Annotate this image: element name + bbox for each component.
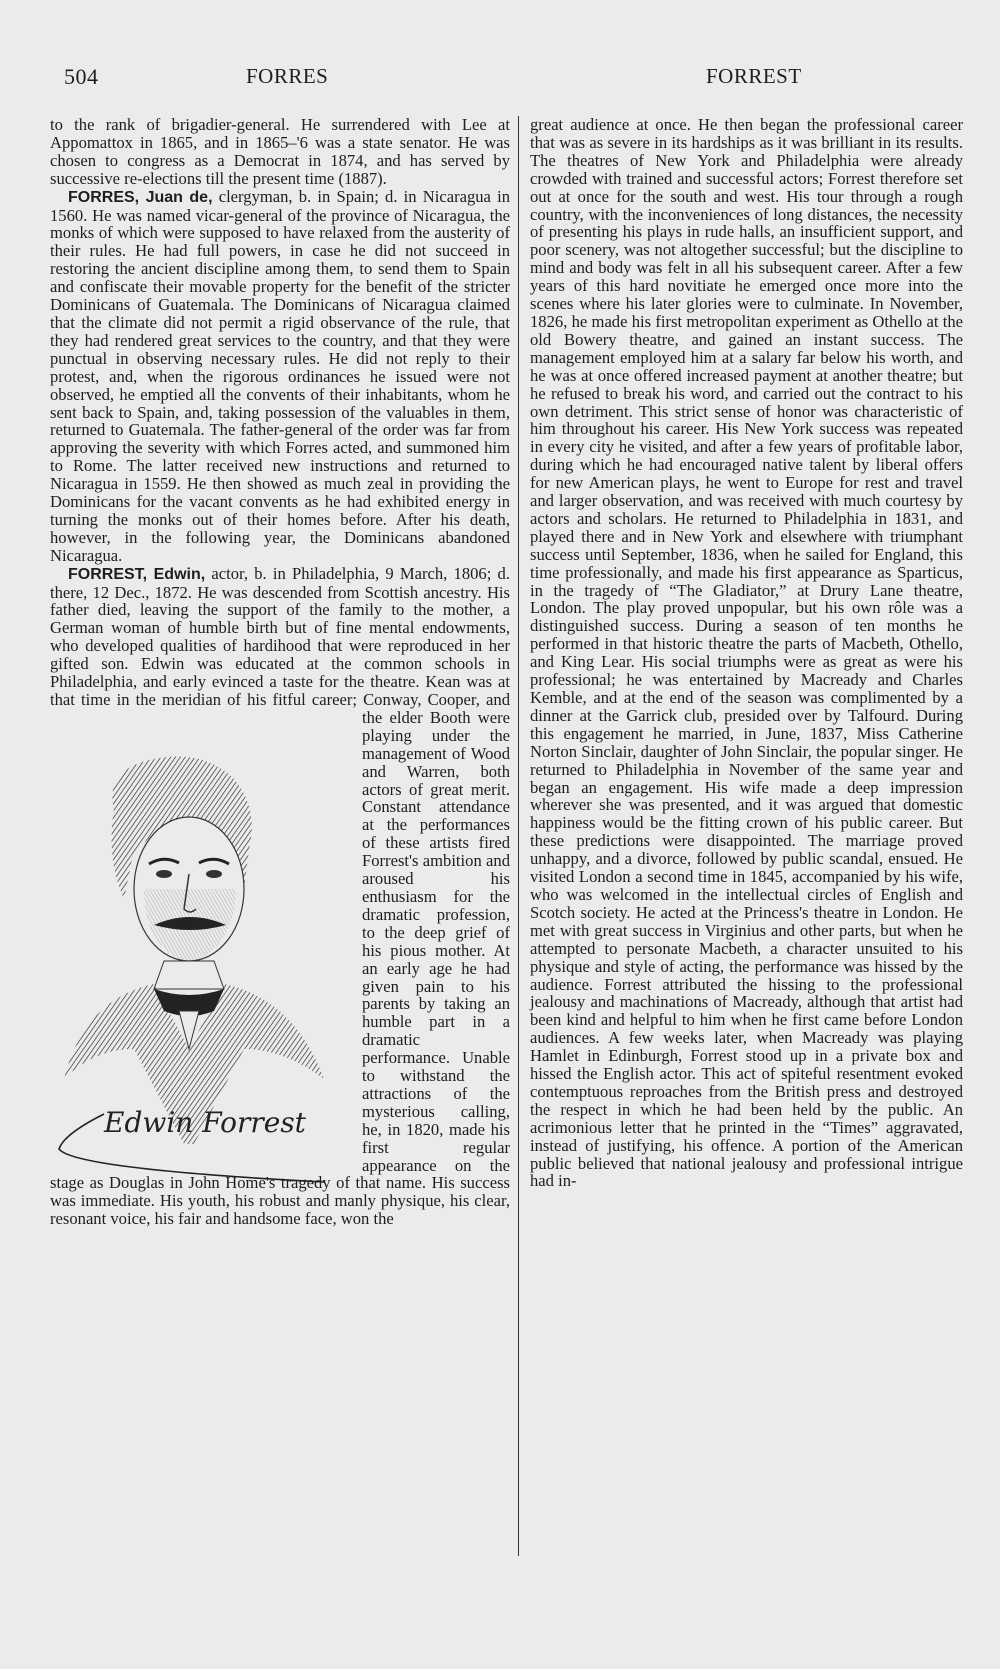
page-number: 504: [64, 64, 99, 89]
entry-text-forres: clergyman, b. in Spain; d. in Nicaragua in 1560. He was named vicar-general of the province of Nicaragua, the monks of which were supposed to have relaxed from the austerity of their rules. He had full powers, in case he did not succeed in restoring the ancient discipline among them, to send them to Spain and confiscate their movable property for the benefit of the stricter Dominicans of Guatemala. The Dominicans of Nicaragua claimed that the climate did not permit a rigid observance of the rule, that they had rendered great services to the country, and that they were punctual in observing necessary rules. He did not reply to their protest, and, when the rigorous ordinances he issued were not observed, he emptied all the convents of their inhabitants, whom he sent back to Spain, and, taking possession of the valuables in them, returned to Guatemala. The father-general of the order was far from approving the severity with which Forres acted, and summoned him to Rome. The latter received new instructions and returned to Nicaragua in 1559. He then showed as much zeal in providing the Dominicans for the vacant convents as he had exhibited energy in turning the monks out of their homes before. After his death, however, in the following year, the Dominicans abandoned Nicaragua.: [50, 186, 511, 565]
entry-text-forrest-wrapped: Booth were playing under the management of Wood and Warren, both actors of great merit. Constant attendance at the performances of these artists fired Forrest's ambition and aroused his enthusiasm for the dramatic profession, to the deep grief of his pious mother. At an early age he had given pain to his parents by taking an humble part in a dramatic performance. Unable to withstand the attractions of the mysterious calling, he, in 1820, made his first regular appearance on the stage as Douglas in John Home's tragedy of that name. His success was immediate. His youth, his robust and manly physique, his clear, resonant voice, his fair and handsome face, won the: [50, 707, 510, 1229]
entry-heading-forres: FORRES, Juan de,: [68, 188, 213, 206]
entry-forrest: [50, 565, 510, 1229]
portrait-illustration: [44, 709, 354, 1164]
running-head-left: FORRES: [246, 64, 329, 88]
entry-text-forrest-continued: great audience at once. He then began the professional career that was as severe in its hardships as it was brilliant in its results. The theatres of New York and Philadelphia were already crowded with trained and successful actors; Forrest therefore set out at once for the south and west. His tour through a rough country, with the inconveniences of long distances, the necessity of presenting his plays in rude halls, an insufficient support, and poor scenery, was not altogether successful; but the discipline to mind and body was felt in all his subsequent career. After a few years of this hard novitiate he emerged once more into the scenes where his later glories were to culminate. In November, 1826, he made his first metropolitan experiment as Othello at the old Bowery theatre, and gained an instant success. The management employed him at a salary far below his worth, and he was at once offered increased payment at another theatre; but he refused to break his word, and carried out the contract to his own detriment. This strict sense of honor was characteristic of him throughout his career. His New York success was repeated in every city he visited, and after a few years of profitable labor, during which he had encouraged native talent by liberal offers for new American plays, he went to Europe for rest and travel and larger observation, and was received with much courtesy by actors and scholars. He returned to Philadelphia in 1831, and played there and in New York and elsewhere with triumphant success until September, 1836, when he sailed for England, this time professionally, and made his first appearance as Sparticus, in the tragedy of “The Gladiator,” at Drury Lane theatre, London. The play proved unpopular, but his own rôle was a distinguished success. During a season of ten months he performed in that historic theatre the parts of Macbeth, Othello, and King Lear. His social triumphs were as great as were his professional; he was entertained by Macready and Charles Kemble, and at the end of the season was complimented by a dinner at the Garrick club, presided over by Talfourd. During this engagement he married, in June, 1837, Miss Catherine Norton Sinclair, daughter of John Sinclair, the popular singer. He returned to Philadelphia in November of the same year and began an engagement. His wife made a deep impression wherever she was presented, and it was argued that domestic happiness would be the fitting crown of his public career. But these predictions were disappointed. The marriage proved unhappy, and a divorce, followed by public scandal, ensued. He visited London a second time in 1845, accompanied by his wife, who was welcomed in the intellectual circles of English and Scotch society. He acted at the Princess's theatre in London. He met with great success in Virginius and other parts, but when he attempted to personate Macbeth, a character unsuited to his physique and style of acting, the performance was hissed by the audience. Forrest attributed the hissing to the professional jealousy and machinations of Macready, although that artist had been kind and helpful to him when he first came before London audiences. A few weeks later, when Macready was playing Hamlet in Edinburgh, Forrest stood up in a private box and hissed the English actor. This act of spiteful resentment evoked contemptuous reproaches from the British press and destroyed the respect in which he had been held by the public. An acrimonious letter that he printed in the “Times” aggravated, instead of justifying, his offence. A portion of the American public believed that national jealousy and professional intrigue had in-: [530, 115, 963, 1191]
entry-forres: [50, 188, 510, 565]
svg-text:Edwin Forrest: Edwin Forrest: [104, 1105, 306, 1139]
entry-text-forrest: actor, b. in Philadelphia, 9 March, 1806; d. there, 12 Dec., 1872. He was descended from Scottish ancestry. His father died, leaving the support of the family to the mother, a German woman of humble birth but of fine mental endowments, who developed qualities of hardihood that were reproduced in her gifted son. Edwin was educated at the common schools in Philadelphia, and early evinced a taste for the theatre. Kean was at that time in the meridian of his fitful career; Conway, Cooper, and the elder: [50, 563, 510, 727]
engraved-portrait: [44, 749, 354, 1144]
paragraph-continued: to the rank of brigadier-general. He surrendered with Lee at Appomattox in 1865, and in 1865–'6 was a state senator. He was chosen to congress as a Democrat in 1874, and has served by successive re-elections till the present time (1887).: [50, 115, 510, 188]
signature-image: [44, 1094, 354, 1184]
right-column: [530, 116, 963, 1190]
left-column: [50, 116, 510, 1228]
column-divider: [518, 116, 519, 1556]
running-head-right: FORREST: [706, 64, 802, 88]
entry-heading-forrest: FORREST, Edwin,: [68, 565, 206, 583]
